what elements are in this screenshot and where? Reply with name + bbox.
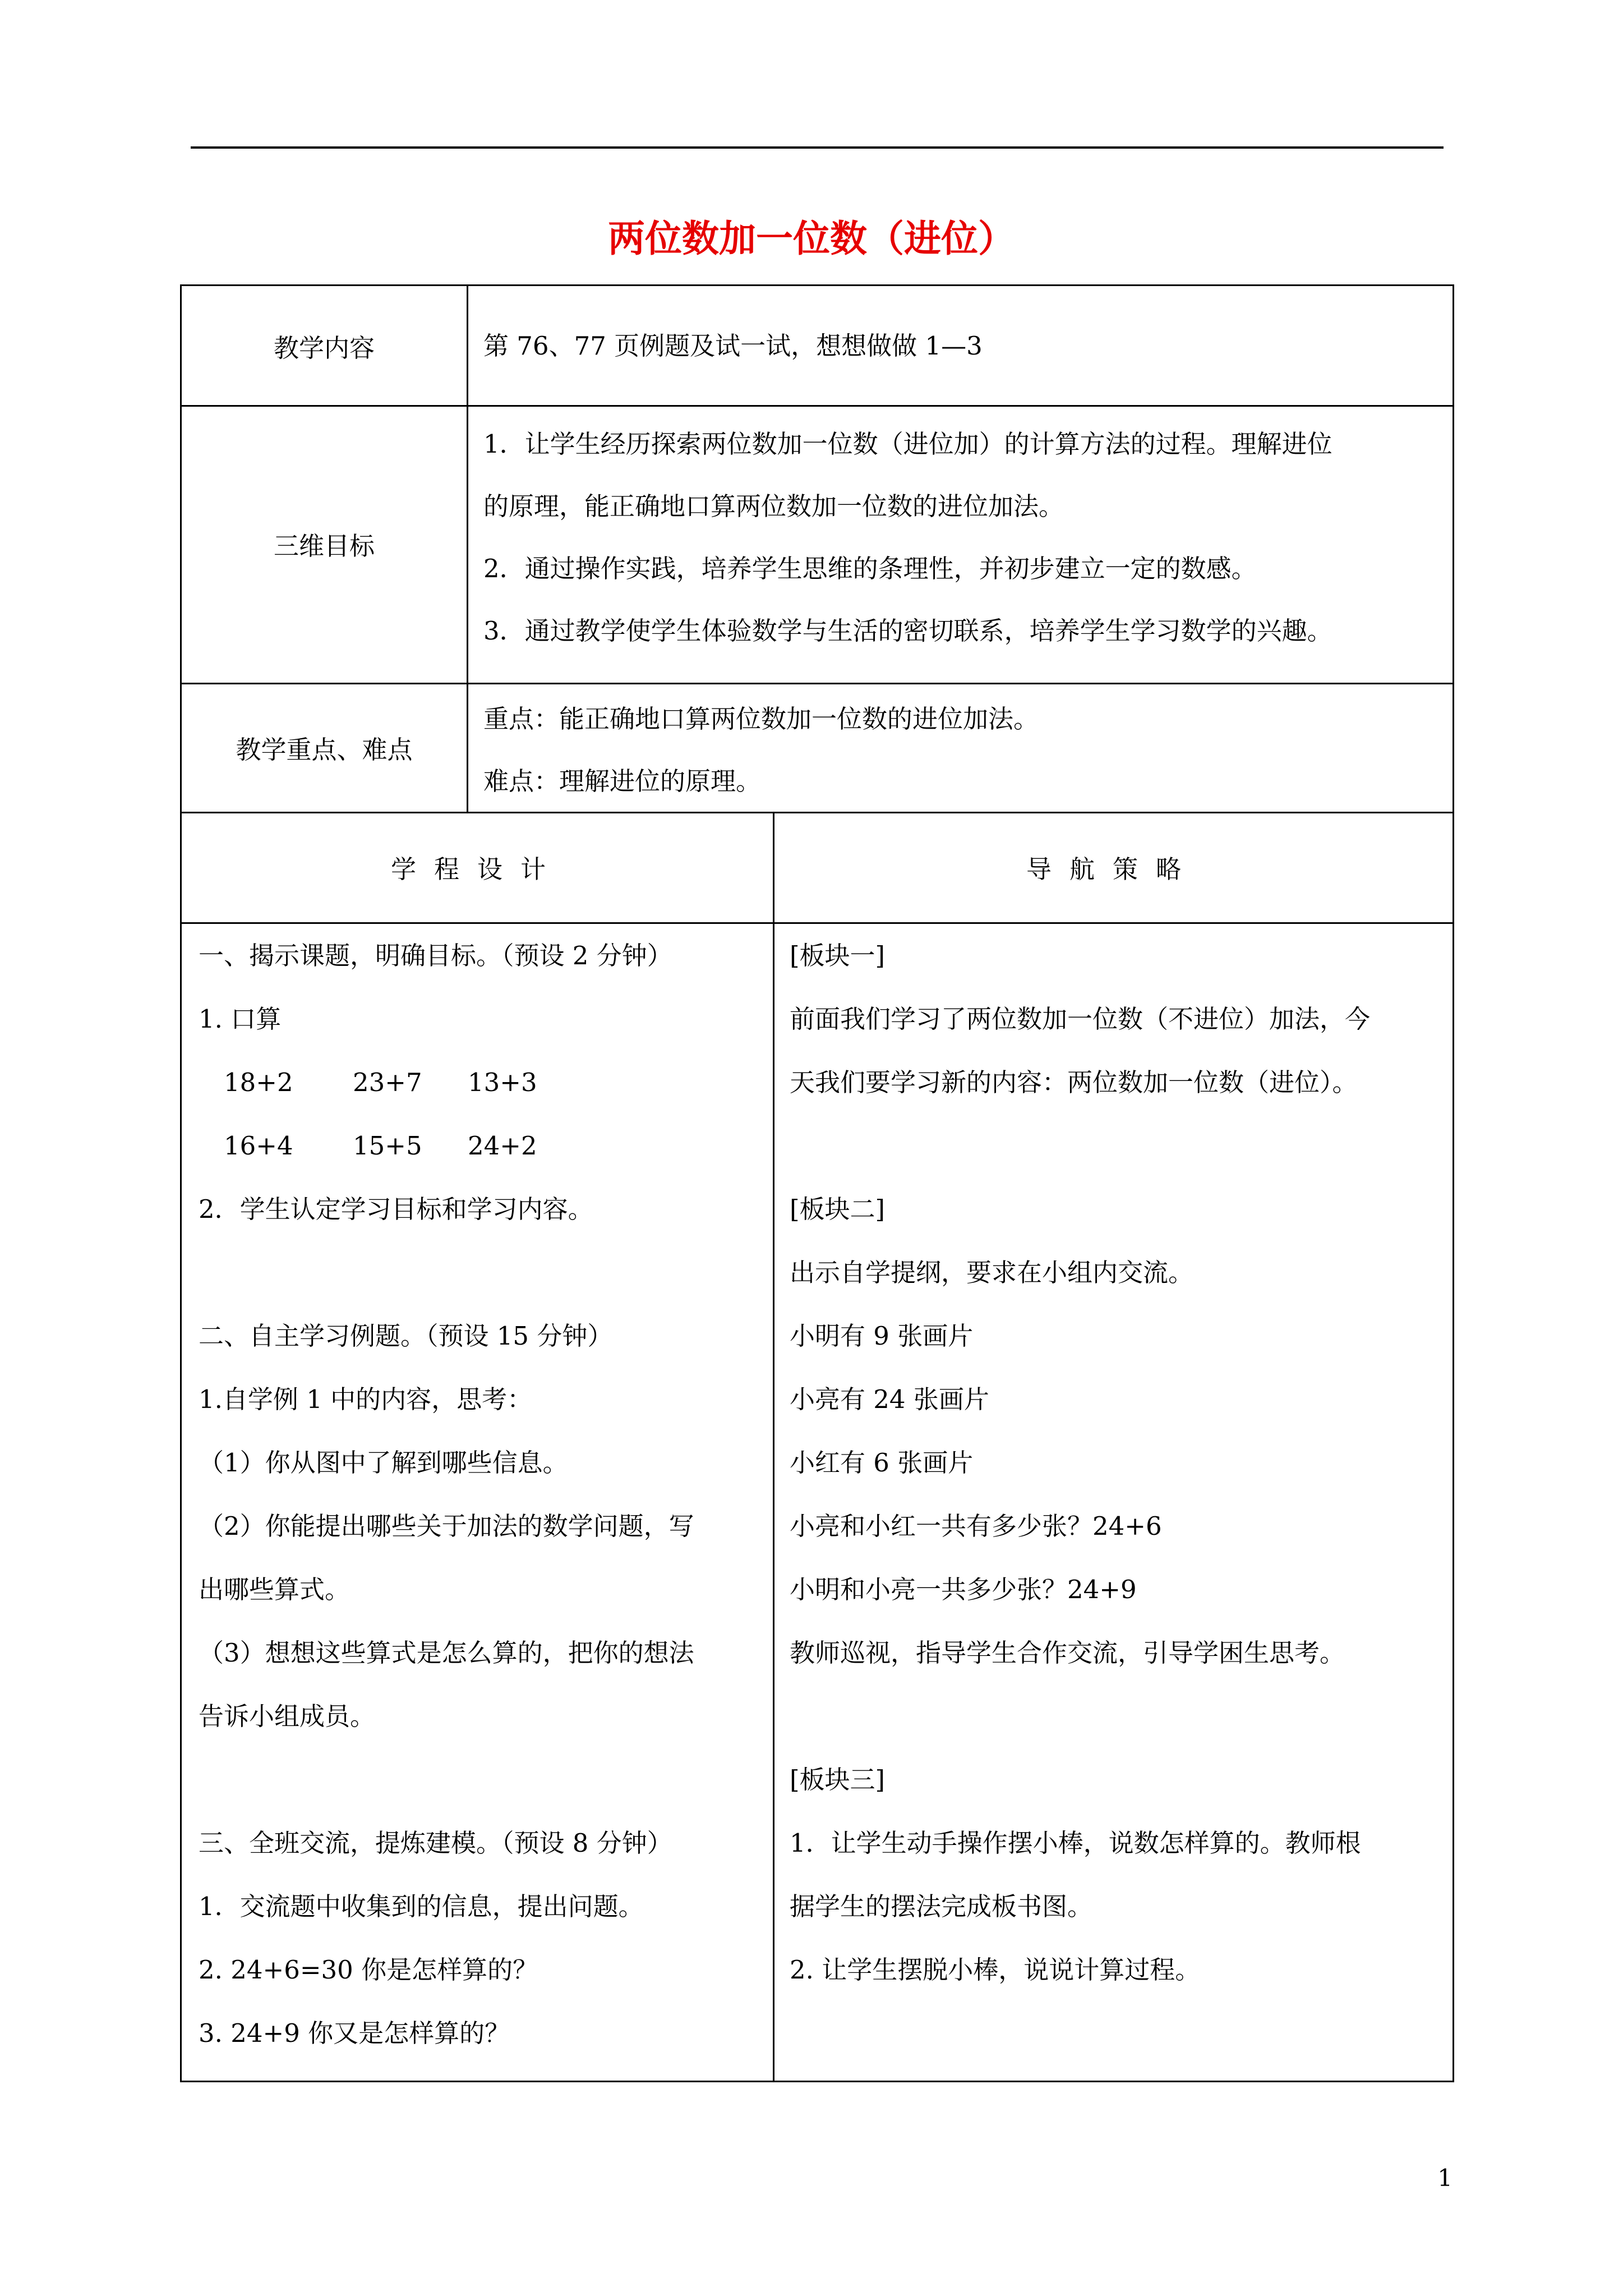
list-item: 2. 24+6=30 你是怎样算的？	[199, 1955, 538, 1985]
page-title: 两位数加一位数（进位）	[608, 217, 1015, 260]
strategy-line: 小明有 9 张画片	[790, 1321, 974, 1351]
exercise-item: 16+4	[224, 1131, 293, 1161]
label-teaching-content	[182, 286, 467, 405]
list-item: 告诉小组成员。	[199, 1701, 376, 1731]
strategy-line: 小亮有 24 张画片	[790, 1384, 989, 1414]
objective-line: 的原理，能正确地口算两位数加一位数的进位加法。	[483, 491, 1064, 521]
column-header-strategy	[773, 812, 1453, 922]
exercise-item: 15+5	[353, 1131, 422, 1161]
difficulty-line: 难点：理解进位的原理。	[483, 766, 762, 796]
list-item: 1.自学例 1 中的内容，思考：	[199, 1384, 533, 1414]
strategy-line: 1．让学生动手操作摆小棒，说数怎样算的。教师根	[790, 1828, 1361, 1858]
page-number: 1	[1437, 2164, 1453, 2192]
objective-line: 1．让学生经历探索两位数加一位数（进位加）的计算方法的过程。理解进位	[483, 429, 1332, 459]
label-objectives	[182, 405, 467, 683]
section-heading: 二、自主学习例题。（预设 15 分钟）	[199, 1321, 613, 1351]
lesson-plan-table	[180, 284, 1454, 2082]
label-text: 三维目标	[273, 531, 375, 561]
column-divider	[467, 286, 468, 812]
list-item: （1）你从图中了解到哪些信息。	[199, 1448, 568, 1478]
strategy-line: 小亮和小红一共有多少张？24+6	[790, 1511, 1162, 1541]
label-text: 教学内容	[273, 333, 375, 363]
block-label: [板块三]	[790, 1765, 886, 1795]
column-divider	[773, 812, 774, 2081]
exercise-item: 23+7	[353, 1068, 422, 1097]
strategy-line: 小红有 6 张画片	[790, 1448, 974, 1478]
teaching-content-text: 第 76、77 页例题及试一试，想想做做 1—3	[483, 331, 983, 361]
strategy-line: 前面我们学习了两位数加一位数（不进位）加法，今	[790, 1004, 1371, 1034]
exercise-item: 24+2	[468, 1131, 537, 1161]
strategy-line: 出示自学提纲，要求在小组内交流。	[790, 1258, 1194, 1287]
strategy-line: 小明和小亮一共多少张？24+9	[790, 1575, 1137, 1604]
list-item: （3）想想这些算式是怎么算的，把你的想法	[199, 1638, 694, 1668]
list-item: （2）你能提出哪些关于加法的数学问题，写	[199, 1511, 694, 1541]
header-text: 导航策略	[1026, 854, 1199, 884]
strategy-line: 教师巡视，指导学生合作交流，引导学困生思考。	[790, 1638, 1345, 1668]
key-point-line: 重点：能正确地口算两位数加一位数的进位加法。	[483, 704, 1039, 734]
header-rule	[191, 146, 1444, 149]
list-item: 3. 24+9 你又是怎样算的？	[199, 2018, 510, 2048]
block-label: [板块二]	[790, 1194, 886, 1224]
section-heading: 三、全班交流，提炼建模。（预设 8 分钟）	[199, 1828, 672, 1858]
column-header-design	[182, 812, 773, 922]
label-key-points	[182, 683, 467, 812]
strategy-line: 据学生的摆法完成板书图。	[790, 1892, 1093, 1921]
list-item: 出哪些算式。	[199, 1575, 351, 1604]
header-text: 学程设计	[390, 854, 564, 884]
section-heading: 一、揭示课题，明确目标。（预设 2 分钟）	[199, 941, 672, 970]
objective-line: 3．通过教学使学生体验数学与生活的密切联系，培养学生学习数学的兴趣。	[483, 616, 1332, 646]
list-item: 1. 口算	[199, 1004, 282, 1034]
strategy-line: 天我们要学习新的内容：两位数加一位数（进位）。	[790, 1068, 1358, 1097]
row-divider	[182, 922, 1453, 924]
exercise-item: 13+3	[468, 1068, 537, 1097]
strategy-line: 2. 让学生摆脱小棒，说说计算过程。	[790, 1955, 1201, 1985]
label-text: 教学重点、难点	[236, 734, 413, 765]
exercise-item: 18+2	[224, 1068, 293, 1097]
objective-line: 2．通过操作实践，培养学生思维的条理性，并初步建立一定的数感。	[483, 554, 1257, 583]
list-item: 1．交流题中收集到的信息，提出问题。	[199, 1892, 644, 1921]
block-label: [板块一]	[790, 941, 886, 970]
list-item: 2．学生认定学习目标和学习内容。	[199, 1194, 593, 1224]
